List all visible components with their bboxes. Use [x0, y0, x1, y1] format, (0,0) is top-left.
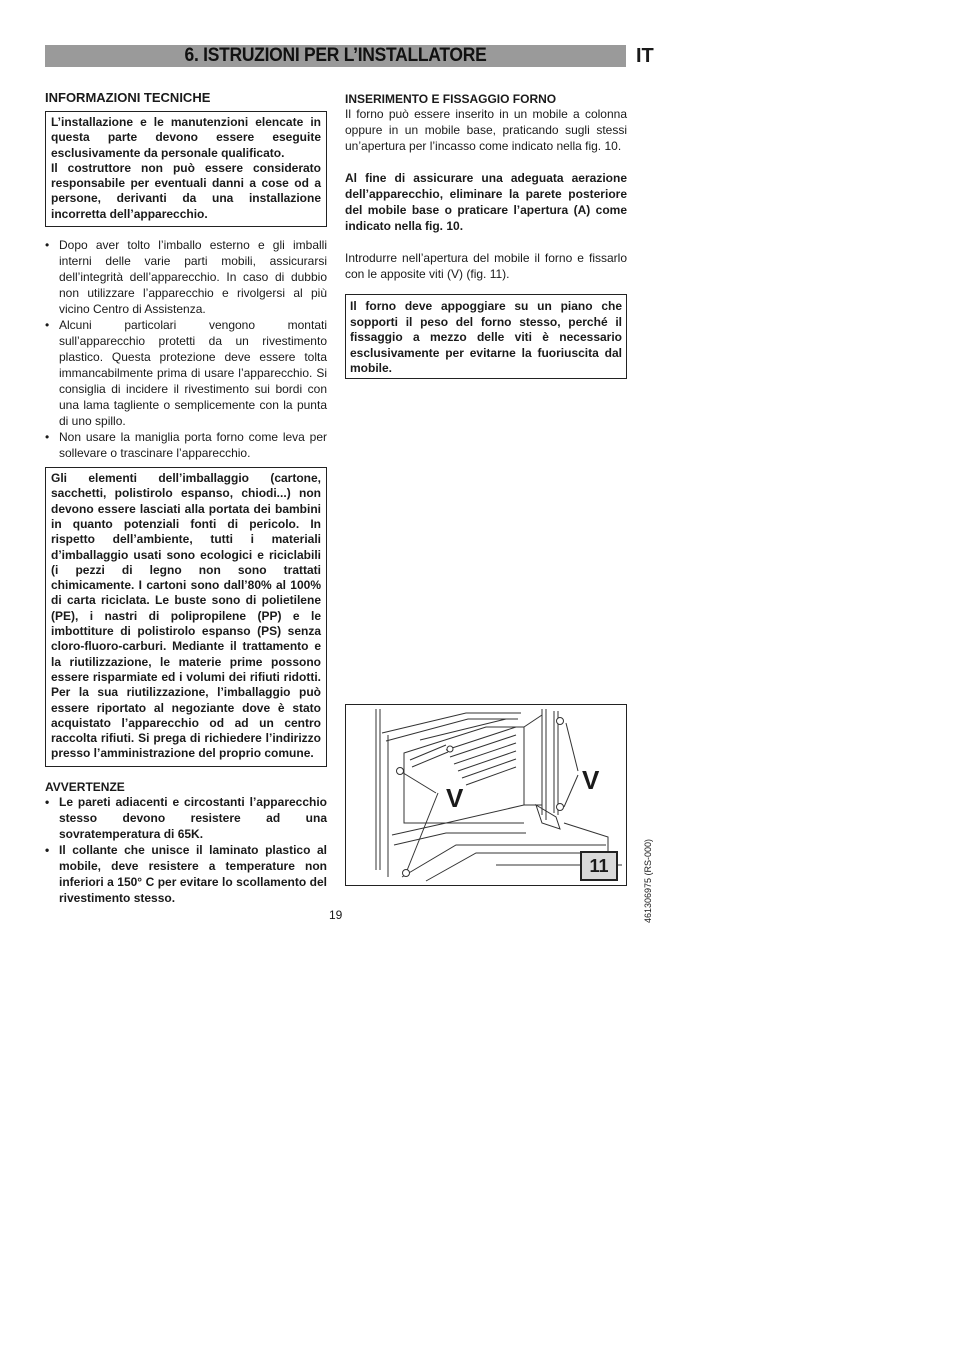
document-code: 461306975 (RS-000) — [643, 838, 653, 924]
insert-title: INSERIMENTO E FISSAGGIO FORNO — [345, 92, 557, 106]
right-column — [345, 92, 627, 379]
list-item: • Il collante che unisce il laminato plastico al mobile, deve resistere a temperature non inferiori a 150° C per evitare lo scollamento del rivestimento stesso. — [45, 842, 327, 906]
warnings-title: AVVERTENZE — [45, 779, 125, 794]
notice-paragraph: Il forno deve appoggiare su un piano che sopporti il peso del forno stesso, perché il fissaggio a mezzo delle viti è necessario esclusivamente per evitarne la fuoriuscita dal mobile. — [350, 299, 622, 375]
warnings-list — [45, 794, 327, 906]
language-code: IT — [636, 45, 654, 67]
packaging-notice — [45, 467, 327, 767]
paragraph: Introdurre nell’apertura del mobile il forno e fissarlo con le apposite viti (V) (fig. 11). — [345, 251, 627, 281]
screw-label-right: V — [582, 765, 600, 795]
paragraph: Al fine di assicurare una adeguata aerazione dell’apparecchio, eliminare la parete posteriore del mobile base o praticare l’apertura (A) come indicato nella fig. 10. — [345, 171, 627, 233]
screw-label-left: V — [446, 783, 464, 813]
page-number: 19 — [329, 908, 343, 922]
info-title: INFORMAZIONI TECNICHE — [45, 90, 211, 105]
qualified-personnel-notice — [45, 111, 327, 227]
figure-oven-fixing — [345, 704, 627, 886]
notice-paragraph: Gli elementi dell’imballaggio (cartone, sacchetti, polistirolo espanso, chiodi...) non devono essere lasciati alla portata dei bambini in quanto potenziali fonti di pericolo. In rispetto dell’ambiente, tutti i materiali d’imballaggio usati sono ecologici e riciclabili (i pezzi di legno non sono trattati chimicamente. I cartoni sono dall’80% al 100% di carta riciclata. Le buste sono di polietilene (PE), i nastri di polipropilene (PP) e le imbottiture di polistirolo espanso (PS) senza cloro-fluoro-carburi. Mediante il trattamento e la riutilizzazione, le materie prime possono essere risparmiate ed i volumi dei rifiuti ridotti. Per la sua riutilizzazione, l’imballaggio può essere riportato al negoziante dove è stato acquistato l’apparecchio od ad un centro raccolta rifiuti. Si prega di richiedere l’indirizzo presso l’amministrazione del proprio comune. — [51, 471, 321, 761]
section-header-bar — [45, 45, 626, 67]
list-item: • Alcuni particolari vengono montati sull’apparecchio protetti da un rivestimento plastico. Questa protezione deve essere tolta immancabilmente prima di usare l’apparecchio. Si consiglia di incidere il rivestimento sui bordi con una lama tagliente o semplicemente con la punta di uno spillo. — [45, 317, 327, 429]
list-item: • Dopo aver tolto l’imballo esterno e gli imballi interni delle varie parti mobili, assicurarsi dell’integrità dell’apparecchio. In caso di dubbio non utilizzare l’apparecchio e rivolgersi al più vicino Centro di Assistenza. — [45, 237, 327, 317]
paragraph: Il forno può essere inserito in un mobile a colonna oppure in un mobile base, praticando sugli stessi un’apertura per l’incasso come indicato nella fig. 10. — [345, 107, 627, 153]
info-bullets — [45, 237, 327, 461]
figure-number: 11 — [580, 851, 618, 881]
left-column — [45, 90, 327, 906]
list-item: • Le pareti adiacenti e circostanti l’apparecchio stesso devono resistere ad una sovratemperatura di 65K. — [45, 794, 327, 842]
notice-paragraph: L’installazione e le manutenzioni elencate in questa parte devono essere eseguite esclusivamente da personale qualificato. — [51, 115, 321, 160]
list-item: • Non usare la maniglia porta forno come leva per sollevare o trascinare l’apparecchio. — [45, 429, 327, 461]
notice-paragraph: Il costruttore non può essere considerato responsabile per eventuali danni a cose od a persone, derivanti da una installazione incorretta dell’apparecchio. — [51, 160, 321, 221]
section-title: 6. ISTRUZIONI PER L’INSTALLATORE — [184, 45, 487, 66]
support-notice — [345, 294, 627, 379]
